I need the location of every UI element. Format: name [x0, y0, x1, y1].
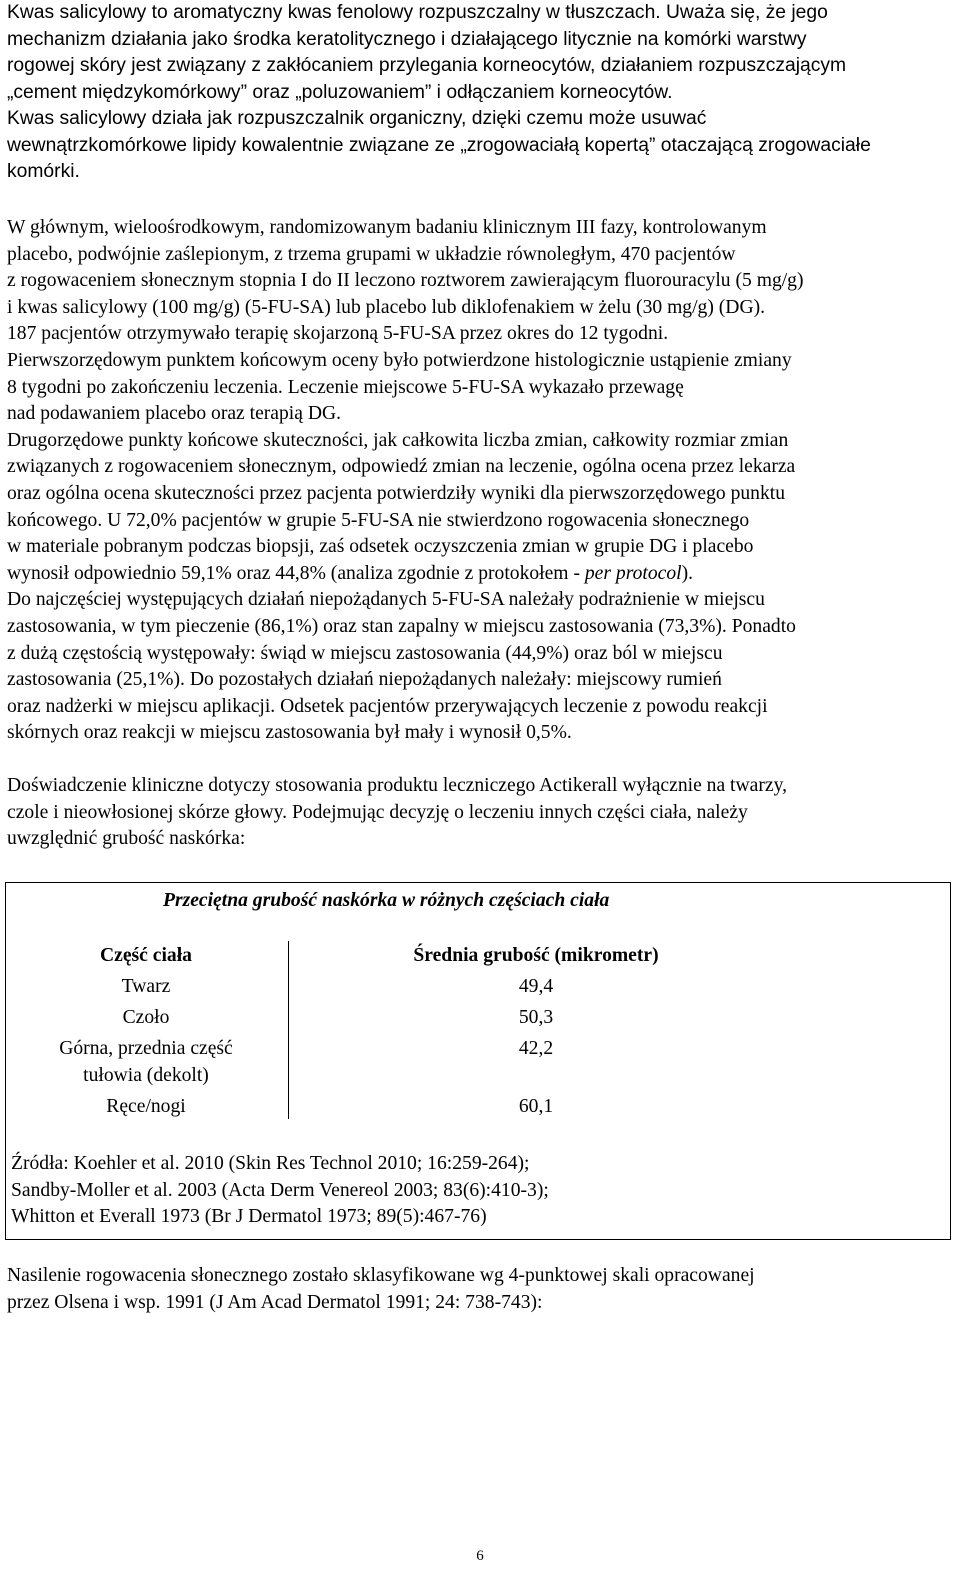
text-line: Drugorzędowe punkty końcowe skuteczności, jak całkowita liczba zmian, całkowity rozmiar zmian	[7, 429, 789, 451]
text-line: w materiale pobranym podczas biopsji, zaś odsetek oczyszczenia zmian w grupie DG i placebo	[7, 536, 754, 558]
page-number: 6	[476, 1548, 484, 1564]
text-line: Pierwszorzędowym punktem końcowym oceny było potwierdzone histologicznie ustąpienie zmiany	[7, 349, 792, 371]
column-divider	[288, 941, 289, 1119]
cell-body-part: Twarz	[121, 976, 171, 997]
source-line: Sandby-Moller et al. 2003 (Acta Derm Venereol 2003; 83(6):410-3);	[11, 1179, 549, 1201]
text-line: zastosowania (25,1%). Do pozostałych działań niepożądanych należały: miejscowy rumień	[7, 669, 722, 691]
source-line: Whitton et Everall 1973 (Br J Dermatol 1973; 89(5):467-76)	[11, 1206, 487, 1228]
cell-value: 60,1	[518, 1096, 554, 1117]
text-line: skórnych oraz reakcji w miejscu zastosowania był mały i wynosił 0,5%.	[7, 722, 572, 744]
text-line: z dużą częstością występowały: świąd w miejscu zastosowania (44,9%) oraz ból w miejscu	[7, 642, 723, 664]
text-line: oraz nadżerki w miejscu aplikacji. Odsetek pacjentów przerywających leczenie z powodu reakcji	[7, 695, 768, 717]
text-line: „cement międzykomórkowy” oraz „poluzowaniem” i odłączaniem korneocytów.	[7, 81, 673, 103]
cell-value: 42,2	[518, 1038, 554, 1059]
cell-body-part: Ręce/nogi	[106, 1096, 186, 1117]
text-span: ).	[681, 562, 693, 584]
text-line: końcowego. U 72,0% pacjentów w grupie 5-FU-SA nie stwierdzono rogowacenia słonecznego	[7, 509, 750, 531]
cell-value: 49,4	[518, 976, 554, 997]
text-line: nad podawaniem placebo oraz terapią DG.	[7, 403, 342, 425]
cell-value: 50,3	[518, 1007, 554, 1028]
text-line: zastosowania, w tym pieczenie (86,1%) oraz stan zapalny w miejscu zastosowania (73,3%). Ponadto	[7, 615, 796, 637]
cell-body-part	[26, 1036, 266, 1089]
text-line: Do najczęściej występujących działań niepożądanych 5-FU-SA należały podrażnienie w miejscu	[7, 589, 765, 611]
intro-paragraph	[7, 0, 959, 186]
cell-line: tułowia (dekolt)	[83, 1064, 209, 1086]
epidermis-thickness-table	[5, 882, 951, 1240]
cell-body-part: Czoło	[122, 1007, 170, 1028]
text-line: 8 tygodni po zakończeniu leczenia. Leczenie miejscowe 5-FU-SA wykazało przewagę	[7, 376, 684, 398]
text-line: placebo, podwójnie zaślepionym, z trzema grupami w układzie równoległym, 470 pacjentów	[7, 243, 736, 265]
table-sources	[11, 1151, 931, 1231]
text-line: związanych z rogowaceniem słonecznym, odpowiedź zmian na leczenie, ogólna ocena przez lekarza	[7, 456, 796, 478]
text-line: mechanizm działania jako środka keratolitycznego i działającego litycznie na komórki warstwy	[7, 28, 807, 50]
text-span: wynosił odpowiednio 59,1% oraz 44,8% (analiza zgodnie z protokołem -	[7, 562, 585, 584]
text-line: W głównym, wieloośrodkowym, randomizowanym badaniu klinicznym III fazy, kontrolowanym	[7, 217, 767, 238]
table-title: Przeciętna grubość naskórka w różnych częściach ciała	[163, 890, 610, 911]
column-header-mean-thickness: Średnia grubość (mikrometr)	[413, 945, 659, 966]
per-protocol-italic: per protocol	[584, 562, 682, 584]
text-line: z rogowaceniem słonecznym stopnia I do II leczono roztworem zawierającym fluorouracylu (5 mg/g)	[7, 270, 804, 292]
text-line: Kwas salicylowy to aromatyczny kwas fenolowy rozpuszczalny w tłuszczach. Uważa się, że jego	[7, 2, 828, 23]
text-line: wewnątrzkomórkowe lipidy kowalentnie związane ze „zrogowaciałą kopertą” otaczającą zrogowaciałe	[7, 134, 871, 156]
text-line: komórki.	[7, 161, 80, 182]
text-line: 187 pacjentów otrzymywało terapię skojarzoną 5-FU-SA przez okres do 12 tygodni.	[7, 323, 669, 345]
text-line: Kwas salicylowy działa jak rozpuszczalnik organiczny, dzięki czemu może usuwać	[7, 108, 707, 129]
cell-line: Górna, przednia część	[59, 1038, 233, 1059]
text-line: i kwas salicylowy (100 mg/g) (5-FU-SA) lub placebo lub diklofenakiem w żelu (30 mg/g) (DG).	[7, 296, 766, 318]
severity-paragraph	[7, 1263, 959, 1316]
text-line: rogowej skóry jest związany z zakłócaniem przylegania korneocytów, działaniem rozpuszczającym	[7, 55, 847, 76]
text-line: Doświadczenie kliniczne dotyczy stosowania produktu leczniczego Actikerall wyłącznie na twarzy,	[7, 775, 787, 796]
column-header-body-part: Część ciała	[100, 945, 192, 966]
text-line: oraz ogólna ocena skuteczności przez pacjenta potwierdziły wyniki dla pierwszorzędowego punktu	[7, 482, 786, 504]
text-line	[7, 561, 959, 588]
text-line: Nasilenie rogowacenia słonecznego zostało sklasyfikowane wg 4-punktowej skali opracowanej	[7, 1265, 755, 1286]
source-line: Źródła: Koehler et al. 2010 (Skin Res Technol 2010; 16:259-264);	[11, 1153, 530, 1174]
experience-paragraph	[7, 773, 959, 853]
text-line: przez Olsena i wsp. 1991 (J Am Acad Dermatol 1991; 24: 738-743):	[7, 1291, 543, 1313]
study-paragraph	[7, 215, 959, 747]
text-line: czole i nieowłosionej skórze głowy. Podejmując decyzję o leczeniu innych części ciała, należy	[7, 801, 748, 823]
text-line: uwzględnić grubość naskórka:	[7, 828, 246, 850]
